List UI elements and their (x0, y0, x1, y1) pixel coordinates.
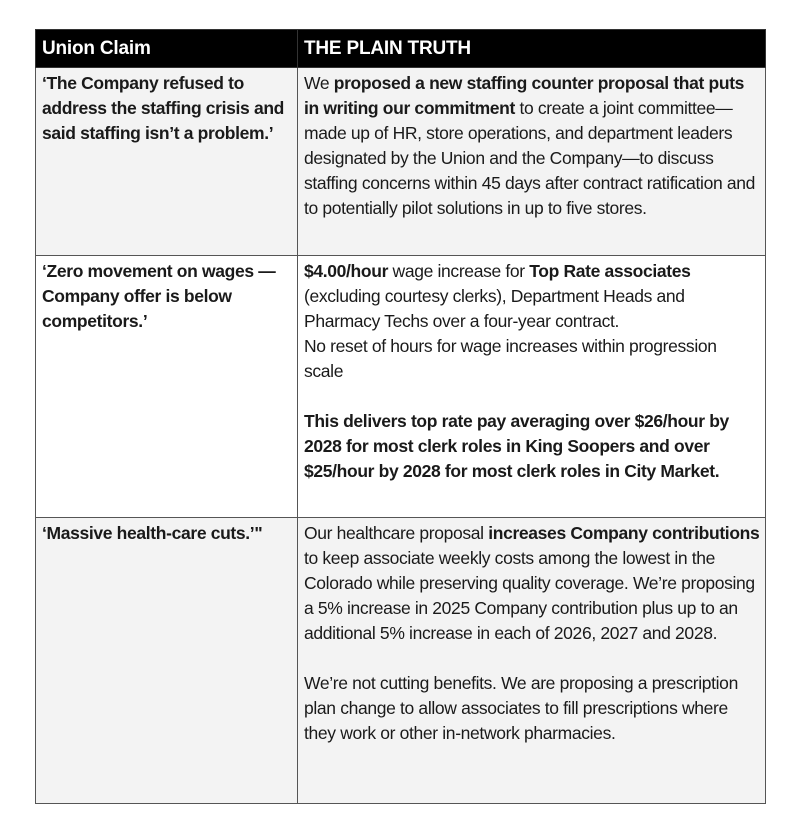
union-claim-healthcare: ‘Massive health-care cuts.’" (36, 518, 298, 804)
table-row (36, 518, 766, 804)
claims-comparison-table (35, 29, 766, 804)
union-claim-wages: ‘Zero movement on wages —Company offer is below competitors.’ (36, 256, 298, 518)
bold-text-run: Top Rate associates (529, 261, 691, 281)
truth-paragraph (304, 521, 760, 646)
header-plain-truth: THE PLAIN TRUTH (298, 30, 766, 68)
plain-truth-healthcare (298, 518, 766, 804)
text-run: We (304, 73, 334, 93)
bold-text-run: $4.00/hour (304, 261, 389, 281)
text-run: to keep associate weekly costs among the lowest in the Colorado while preserving quality coverage. We’re proposing a 5% increase in 2025 Company contribution plus up to an additional 5% increase in each of 2026, 2027 and 2028. (304, 548, 755, 643)
plain-truth-staffing (298, 68, 766, 256)
text-run: Our healthcare proposal (304, 523, 489, 543)
text-run: wage increase for (388, 261, 530, 281)
text-run: (excluding courtesy clerks), Department Heads and Pharmacy Techs over a four-year contract. (304, 286, 685, 331)
plain-truth-wages (298, 256, 766, 518)
table-row (36, 68, 766, 256)
text-run: to create a joint committee—made up of HR, store operations, and department leaders designated by the Union and the Company—to discuss staffing concerns within 45 days after contract ratification and to potentially pilot solutions in up to five stores. (304, 98, 756, 218)
table-header-row (36, 30, 766, 68)
truth-paragraph: No reset of hours for wage increases within progression scale (304, 336, 717, 381)
paragraph-gap (304, 646, 760, 671)
bold-text-run: increases Company contributions (488, 523, 760, 543)
truth-paragraph (304, 259, 760, 334)
bold-text-run: proposed a new staffing counter proposal that puts in writing our commitment (304, 73, 745, 118)
paragraph-gap (304, 384, 760, 409)
truth-paragraph-bold: This delivers top rate pay averaging over $26/hour by 2028 for most clerk roles in King Soopers and over $25/hour by 2028 for most clerk roles in City Market. (304, 411, 729, 481)
union-claim-staffing: ‘The Company refused to address the staffing crisis and said staffing isn’t a problem.’ (36, 68, 298, 256)
truth-paragraph: We’re not cutting benefits. We are proposing a prescription plan change to allow associates to fill prescriptions where they work or other in-network pharmacies. (304, 673, 738, 743)
truth-paragraph (304, 71, 760, 221)
header-union-claim: Union Claim (36, 30, 298, 68)
table-row (36, 256, 766, 518)
